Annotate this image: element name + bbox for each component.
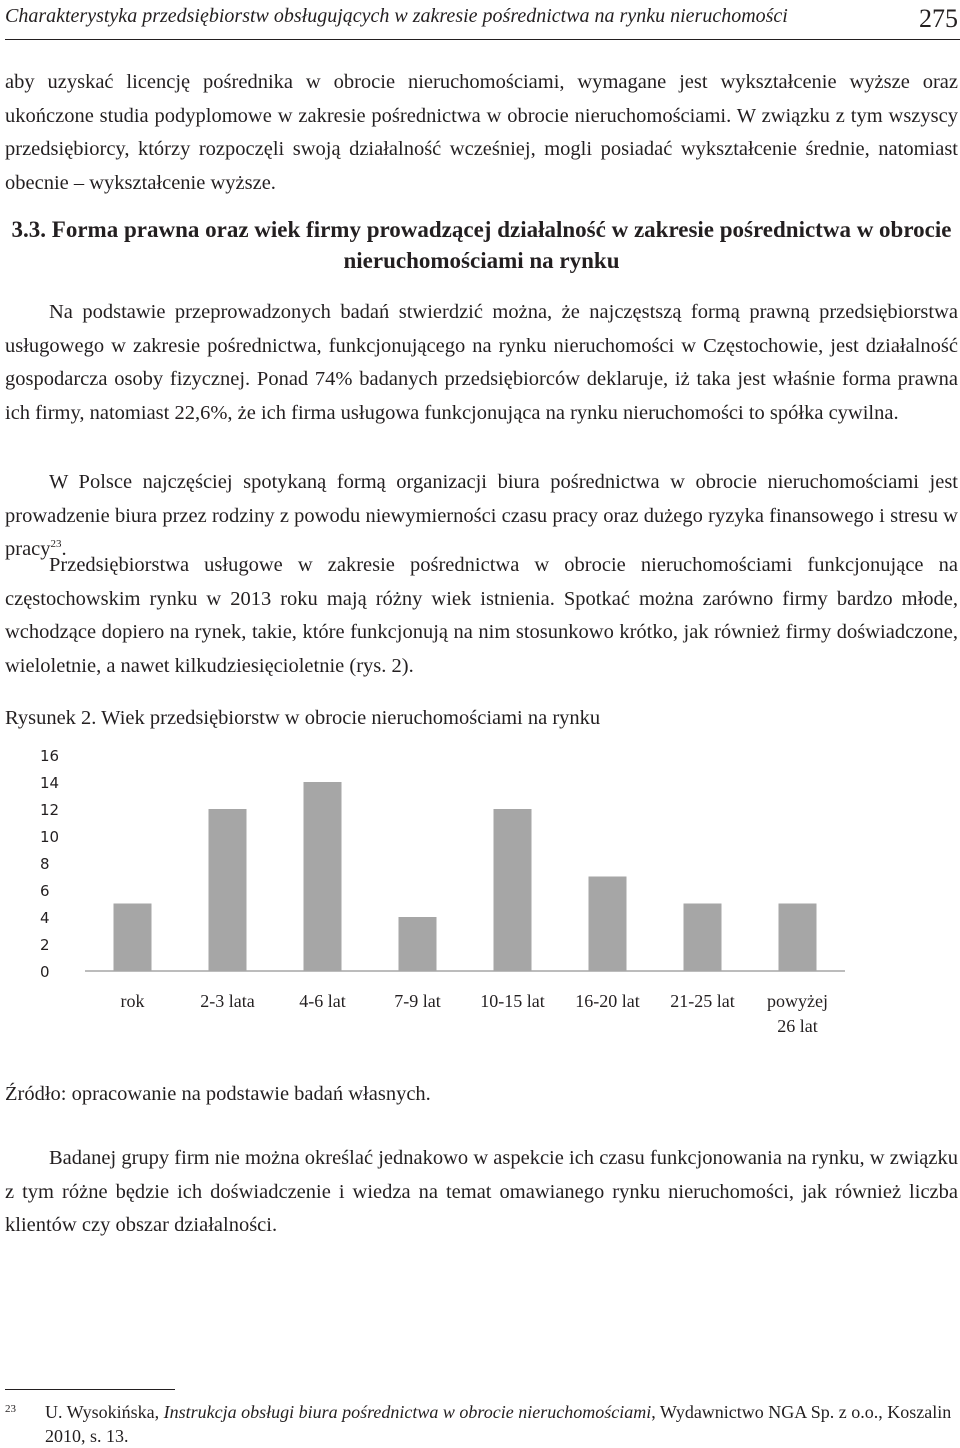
bars-group [114, 782, 817, 971]
figure-source: Źródło: opracowanie na podstawie badań własnych. [5, 1083, 431, 1105]
paragraph-group-diversity: Badanej grupy firm nie można określać jednakowo w aspekcie ich czasu funkcjonowania na rynku, w związku z tym różne będzie ich doświadczenie i wiedza na temat omawianego rynku nieruchomości, jak również liczba klientów czy obszar działalności. [5, 1147, 958, 1237]
bar-6 [684, 904, 722, 972]
x-tick-label: 4-6 lat [299, 991, 346, 1011]
running-header-title: Charakterystyka przedsiębiorstw obsługujących w zakresie pośrednictwa na rynku nieruchomości [5, 5, 788, 27]
paragraph-company-age: Przedsiębiorstwa usługowe w zakresie pośrednictwa w obrocie nieruchomościami funkcjonujące na częstochowskim rynku w 2013 roku mają różny wiek istnienia. Spotkać można zarówno firmy bardzo młode, wchodzące dopiero na rynek, takie, które funkcjonują na nim stosunkowo krótko, jak również firmy doświadczone, wieloletnie, a nawet kilkudziesięcioletnie (rys. 2). [5, 554, 958, 677]
footnote-rule [5, 1389, 175, 1390]
footnote-rest: , Wydawnictwo NGA Sp. z o.o., Koszalin 2010, s. 13. [45, 1402, 952, 1446]
intro-paragraph: aby uzyskać licencję pośrednika w obrocie nieruchomościami, wymagane jest wykształcenie wyższe oraz ukończone studia podyplomowe w zakresie pośrednictwa w obrocie nieruchomościami. W związku z tym wszyscy przedsiębiorcy, którzy rozpoczęli swoją działalność wcześniej, mogli posiadać wykształcenie średnie, natomiast obecnie – wykształcenie wyższe. [5, 71, 958, 194]
y-tick-label: 0 [40, 963, 50, 981]
footnote-reference: 23 [50, 538, 62, 551]
y-tick-label: 10 [40, 828, 60, 846]
footnote: 23 U. Wysokińska, Instrukcja obsługi biura pośrednictwa w obrocie nieruchomościami, Wydawnictwo NGA Sp. z o.o., Koszalin 2010, s. 13. [5, 1400, 958, 1424]
paragraph-family-offices-end: . [61, 538, 67, 561]
x-axis-labels [121, 991, 828, 1036]
age-bar-chart [0, 740, 860, 1050]
y-tick-label: 6 [40, 882, 50, 900]
x-tick-label: 10-15 lat [480, 991, 545, 1011]
footnote-title: Instrukcja obsługi biura pośrednictwa w obrocie nieruchomościami [163, 1402, 652, 1422]
x-tick-label: 21-25 lat [670, 991, 735, 1011]
y-axis-ticks [40, 747, 59, 981]
bar-7 [779, 904, 817, 972]
x-tick-label: rok [120, 991, 145, 1011]
bar-0 [114, 904, 152, 972]
section-heading: 3.3. Forma prawna oraz wiek firmy prowadzącej działalność w zakresie pośrednictwa w obrocie nieruchomościami na rynku [11, 217, 952, 273]
paragraph-legal-form: Na podstawie przeprowadzonych badań stwierdzić można, że najczęstszą formą prawną przedsiębiorstwa usługowego w zakresie pośrednictwa, funkcjonującego na rynku nieruchomości w Częstochowie, jest działalność gospodarcza osoby fizycznej. Ponad 74% badanych przedsiębiorców deklaruje, iż taka jest właśnie forma prawna ich firmy, natomiast 22,6%, że ich firma usługowa funkcjonująca na rynku nieruchomości to spółka cywilna. [5, 301, 958, 424]
x-tick-label: powyżej 26 lat [767, 991, 828, 1036]
y-tick-label: 14 [40, 774, 60, 792]
y-tick-label: 2 [40, 936, 50, 954]
bar-4 [494, 809, 532, 971]
y-tick-label: 8 [40, 855, 50, 873]
header-rule [5, 39, 960, 40]
y-tick-label: 4 [40, 909, 50, 927]
bar-5 [589, 877, 627, 972]
footnote-author: U. Wysokińska, [45, 1402, 164, 1422]
bar-3 [399, 917, 437, 971]
paragraph-family-offices-text: W Polsce najczęściej spotykaną formą organizacji biura pośrednictwa w obrocie nieruchomościami jest prowadzenie biura przez rodziny z powodu niewymierności czasu pracy oraz dużego ryzyka finansowego i stresu w pracy [5, 471, 958, 561]
bar-1 [209, 809, 247, 971]
figure-caption: Rysunek 2. Wiek przedsiębiorstw w obrocie nieruchomościami na rynku [5, 707, 601, 729]
y-tick-label: 16 [40, 747, 60, 765]
bar-2 [304, 782, 342, 971]
footnote-body [45, 1400, 958, 1448]
x-tick-label: 16-20 lat [575, 991, 640, 1011]
page-number: 275 [919, 4, 958, 33]
y-tick-label: 12 [40, 801, 60, 819]
x-tick-label: 7-9 lat [394, 991, 441, 1011]
x-tick-label: 2-3 lata [200, 991, 255, 1011]
